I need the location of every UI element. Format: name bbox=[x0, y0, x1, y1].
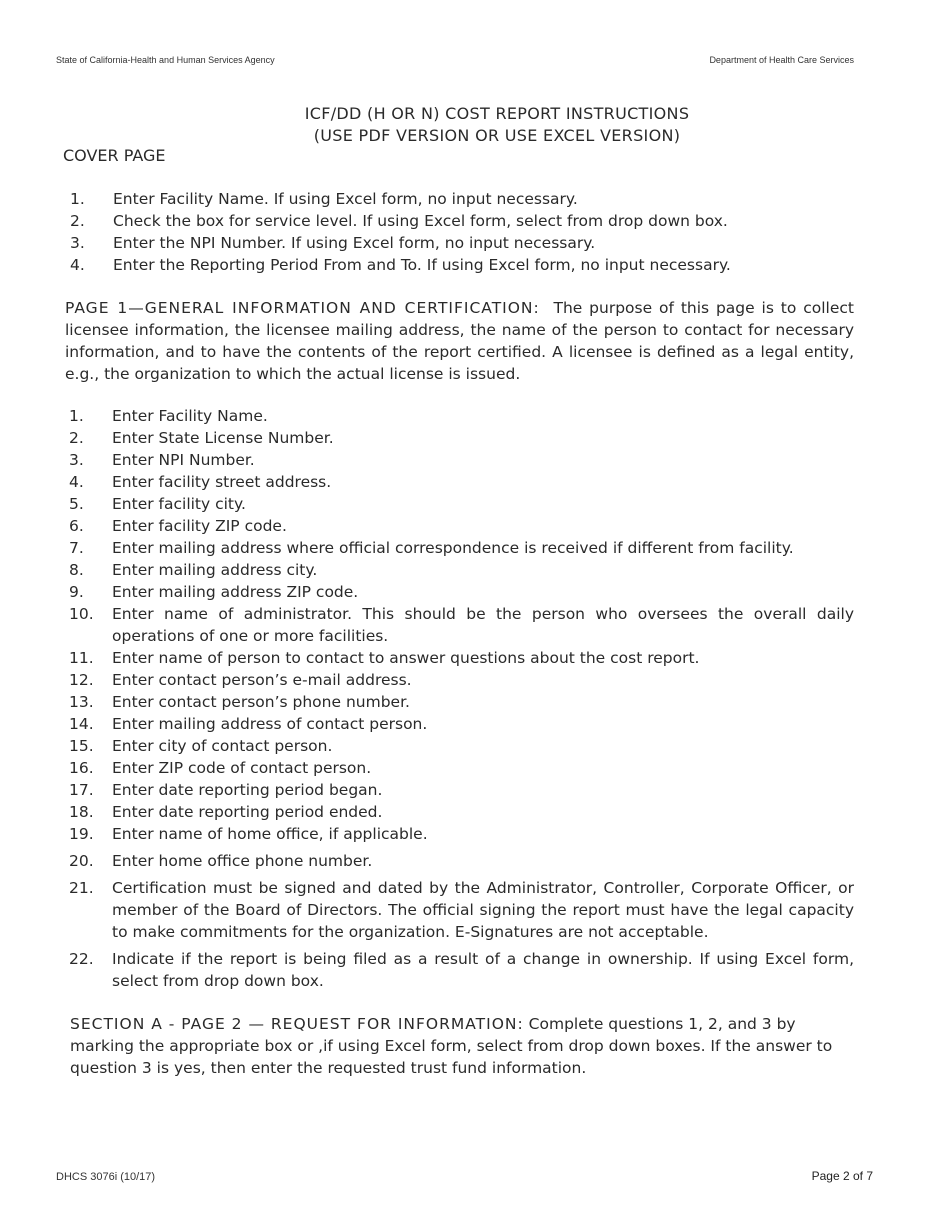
list-item: 4. Enter the Reporting Period From and To. If using Excel form, no input necessary. bbox=[70, 256, 731, 274]
list-item: 18. Enter date reporting period ended. bbox=[69, 803, 383, 821]
agency-header: State of California-Health and Human Services Agency bbox=[56, 55, 275, 65]
page1-intro-text: The purpose of this page is to collect licensee information, the licensee mailing address, the name of the person to contact for necessary information, and to have the contents of the report certified. A licensee is defined as a legal entity, e.g., the organization to which the actual license is issued. bbox=[65, 299, 854, 383]
list-item: 20. Enter home office phone number. bbox=[69, 852, 373, 870]
list-item: 5. Enter facility city. bbox=[69, 495, 246, 513]
list-item: 9. Enter mailing address ZIP code. bbox=[69, 583, 359, 601]
list-item: 6. Enter facility ZIP code. bbox=[69, 517, 287, 535]
list-item: 4. Enter facility street address. bbox=[69, 473, 332, 491]
section-a-paragraph bbox=[70, 1013, 854, 1079]
list-item: 2. Check the box for service level. If using Excel form, select from drop down box. bbox=[70, 212, 728, 230]
list-item: 1. Enter Facility Name. If using Excel form, no input necessary. bbox=[70, 190, 578, 208]
form-id: DHCS 3076i (10/17) bbox=[56, 1171, 156, 1183]
page1-intro-paragraph bbox=[65, 297, 854, 385]
list-item: 19. Enter name of home office, if applicable. bbox=[69, 825, 428, 843]
section-a-text: Complete questions 1, 2, and 3 by marking the appropriate box or ,if using Excel form, select from drop down boxes. If the answer to question 3 is yes, then enter the requested trust fund information. bbox=[70, 1015, 833, 1077]
department-header: Department of Health Care Services bbox=[709, 55, 854, 65]
cover-page-heading: COVER PAGE bbox=[63, 146, 166, 165]
list-item: 17. Enter date reporting period began. bbox=[69, 781, 383, 799]
list-item: 15. Enter city of contact person. bbox=[69, 737, 333, 755]
list-item: 22. Indicate if the report is being filed as a result of a change in ownership. If using Excel form, select from drop down box. bbox=[69, 950, 854, 990]
list-item: 2. Enter State License Number. bbox=[69, 429, 334, 447]
list-item: 10. Enter name of administrator. This should be the person who oversees the overall daily operations of one or more facilities. bbox=[69, 605, 854, 645]
section-a-heading: SECTION A - PAGE 2 — REQUEST FOR INFORMATION: bbox=[70, 1015, 524, 1033]
list-item: 7. Enter mailing address where official correspondence is received if different from facility. bbox=[69, 539, 794, 557]
list-item: 12. Enter contact person’s e-mail address. bbox=[69, 671, 412, 689]
list-item: 13. Enter contact person’s phone number. bbox=[69, 693, 410, 711]
list-item: 1. Enter Facility Name. bbox=[69, 407, 268, 425]
list-item: 16. Enter ZIP code of contact person. bbox=[69, 759, 372, 777]
page-number: Page 2 of 7 bbox=[811, 1169, 873, 1183]
page1-list bbox=[69, 405, 854, 992]
list-item: 14. Enter mailing address of contact person. bbox=[69, 715, 428, 733]
list-item: 3. Enter the NPI Number. If using Excel form, no input necessary. bbox=[70, 234, 596, 252]
page1-heading: PAGE 1—GENERAL INFORMATION AND CERTIFICATION: bbox=[65, 299, 540, 317]
document-subtitle: (USE PDF VERSION OR USE EXCEL VERSION) bbox=[313, 126, 681, 145]
list-item: 3. Enter NPI Number. bbox=[69, 451, 255, 469]
list-item: 21. Certification must be signed and dated by the Administrator, Controller, Corporate Officer, or member of the Board of Directors. The official signing the report must have the legal capacity to make commitments for the organization. E-Signatures are not acceptable. bbox=[69, 879, 854, 941]
cover-page-list bbox=[70, 188, 870, 276]
list-item: 11. Enter name of person to contact to answer questions about the cost report. bbox=[69, 649, 700, 667]
list-item: 8. Enter mailing address city. bbox=[69, 561, 318, 579]
document-title: ICF/DD (H OR N) COST REPORT INSTRUCTIONS bbox=[304, 104, 690, 123]
